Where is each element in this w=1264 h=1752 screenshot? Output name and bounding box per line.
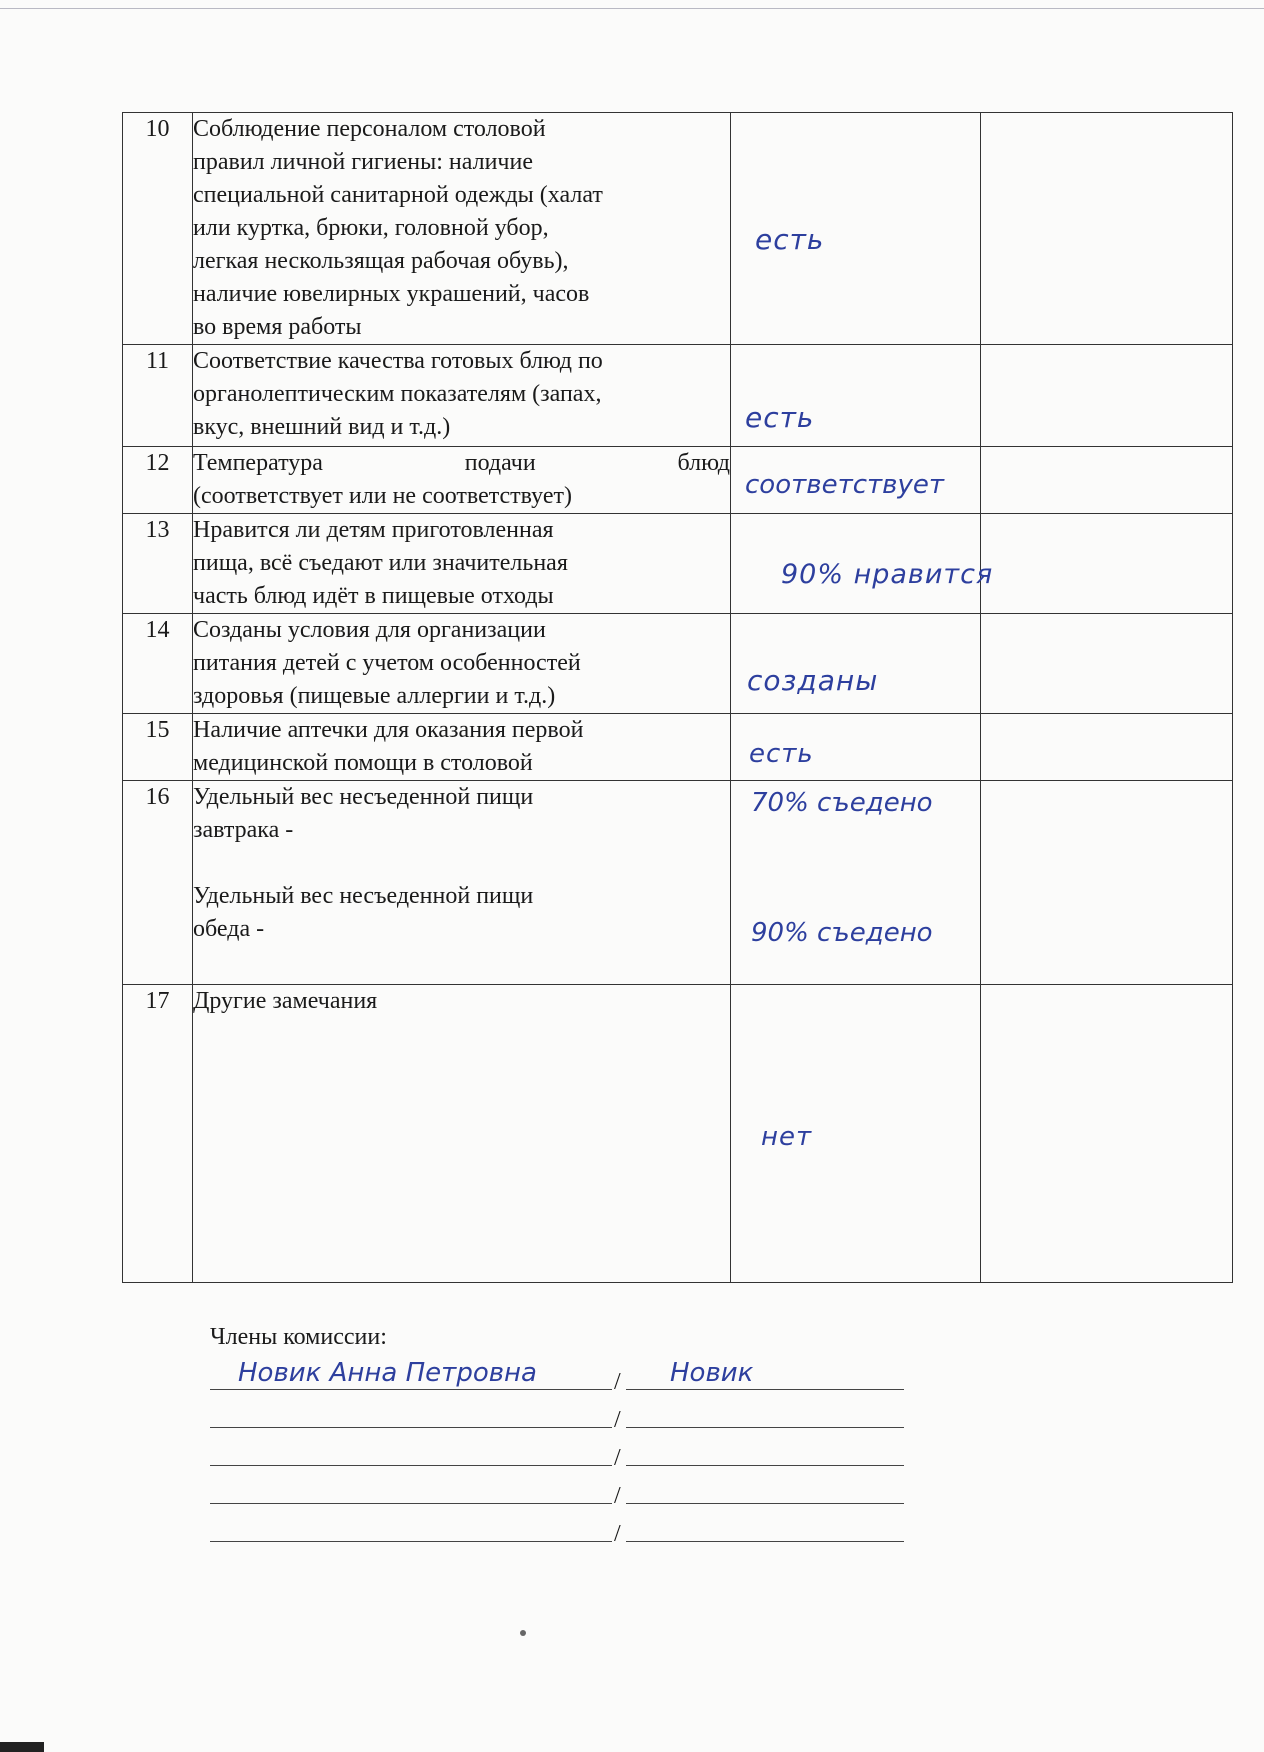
slash-separator: /	[614, 1407, 621, 1433]
criterion-line: обеда -	[193, 916, 265, 942]
notes-cell	[981, 113, 1233, 345]
notes-cell	[981, 714, 1233, 781]
row-number: 11	[123, 345, 193, 447]
inspection-table	[122, 112, 1233, 1283]
criterion-line: наличие ювелирных украшений, часов	[193, 281, 590, 307]
criterion-line: во время работы	[193, 314, 362, 340]
criterion-line: легкая нескользящая рабочая обувь),	[193, 248, 569, 274]
criterion-text	[193, 113, 731, 345]
commission-signatures	[210, 1322, 910, 1547]
signature-row	[210, 1428, 904, 1471]
signature-row	[210, 1466, 904, 1509]
criterion-line: Нравится ли детям приготовленная	[193, 517, 554, 543]
row-number: 16	[123, 781, 193, 985]
member-name: Новик Анна Петровна	[238, 1358, 537, 1388]
criterion-text	[193, 514, 731, 614]
member-signature: Новик	[670, 1358, 754, 1388]
row-number: 12	[123, 447, 193, 514]
notes-cell	[981, 614, 1233, 714]
handwritten-value: созданы	[747, 664, 879, 697]
criterion-line: Соответствие качества готовых блюд по	[193, 348, 603, 374]
notes-cell	[981, 514, 1233, 614]
signature-row	[210, 1390, 904, 1433]
value-cell	[731, 113, 981, 345]
criterion-line: Другие замечания	[193, 988, 378, 1014]
criterion-line: органолептическим показателям (запах,	[193, 381, 602, 407]
row-number: 10	[123, 113, 193, 345]
notes-cell	[981, 985, 1233, 1283]
criterion-line: Созданы условия для организации	[193, 617, 546, 643]
row-number: 14	[123, 614, 193, 714]
criterion-line: медицинской помощи в столовой	[193, 750, 533, 776]
handwritten-value: 90% нравится	[781, 559, 994, 590]
scan-edge-mark	[0, 1742, 44, 1752]
table-row	[123, 113, 1233, 345]
criterion-line: Наличие аптечки для оказания первой	[193, 717, 584, 743]
row-number: 17	[123, 985, 193, 1283]
handwritten-value: нет	[761, 1122, 813, 1152]
criterion-text	[193, 447, 731, 514]
criterion-line: правил личной гигиены: наличие	[193, 149, 533, 175]
value-cell	[731, 781, 981, 985]
scan-speck	[520, 1630, 526, 1636]
criterion-text	[193, 985, 731, 1283]
criterion-line: завтрака -	[193, 817, 294, 843]
criterion-line: Температура подачи блюд	[193, 450, 730, 476]
value-cell	[731, 447, 981, 514]
page-top-edge	[0, 0, 1264, 9]
table-row	[123, 714, 1233, 781]
signature-row	[210, 1504, 904, 1547]
criterion-text	[193, 781, 731, 985]
criterion-line: пища, всё съедают или значительная	[193, 550, 568, 576]
criterion-line: здоровья (пищевые аллергии и т.д.)	[193, 683, 556, 709]
name-line	[210, 1541, 612, 1542]
criterion-line: Соблюдение персоналом столовой	[193, 116, 546, 142]
notes-cell	[981, 345, 1233, 447]
handwritten-breakfast-value: 70% съедено	[751, 788, 933, 818]
value-cell	[731, 345, 981, 447]
criterion-text	[193, 714, 731, 781]
commission-title: Члены комиссии:	[210, 1324, 387, 1350]
row-number: 13	[123, 514, 193, 614]
signature-line	[626, 1541, 904, 1542]
handwritten-lunch-value: 90% съедено	[751, 918, 933, 948]
value-cell	[731, 514, 994, 614]
signature-row	[210, 1352, 904, 1395]
row-number: 15	[123, 714, 193, 781]
table-row	[123, 514, 1233, 614]
notes-cell	[981, 447, 1233, 514]
table-row	[123, 614, 1233, 714]
criterion-line: питания детей с учетом особенностей	[193, 650, 581, 676]
notes-cell	[981, 781, 1233, 985]
handwritten-value: есть	[745, 401, 815, 434]
slash-separator: /	[614, 1369, 621, 1395]
criterion-line: Удельный вес несъеденной пищи	[193, 883, 534, 909]
criterion-text	[193, 614, 731, 714]
handwritten-value: соответствует	[745, 470, 945, 500]
criterion-line: Удельный вес несъеденной пищи	[193, 784, 534, 810]
value-cell	[731, 614, 981, 714]
handwritten-value: есть	[749, 739, 814, 769]
criterion-line: часть блюд идёт в пищевые отходы	[193, 583, 554, 609]
criterion-line: вкус, внешний вид и т.д.)	[193, 414, 451, 440]
spacer	[193, 847, 730, 880]
table-row	[123, 447, 1233, 514]
criterion-line: или куртка, брюки, головной убор,	[193, 215, 549, 241]
handwritten-value: есть	[755, 223, 825, 256]
table-row	[123, 345, 1233, 447]
slash-separator: /	[614, 1483, 621, 1509]
criterion-line: специальной санитарной одежды (халат	[193, 182, 603, 208]
value-cell	[731, 985, 981, 1283]
criterion-line: (соответствует или не соответствует)	[193, 483, 572, 509]
value-cell	[731, 714, 981, 781]
table-row	[123, 985, 1233, 1283]
slash-separator: /	[614, 1445, 621, 1471]
criterion-text	[193, 345, 731, 447]
slash-separator: /	[614, 1521, 621, 1547]
table-row	[123, 781, 1233, 985]
